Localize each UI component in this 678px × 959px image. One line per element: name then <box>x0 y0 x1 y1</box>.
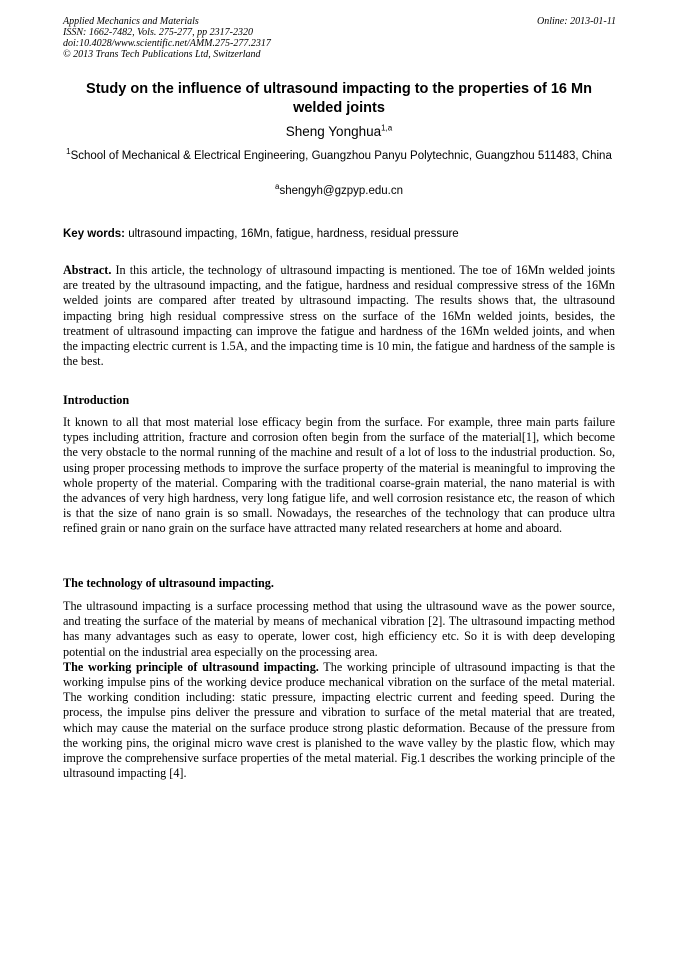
abstract-text: In this article, the technology of ultrasound impacting is mentioned. The toe of 16Mn welded joints are treated by the ultrasound impacting, and the fatigue, hardness and residual compressive stress of the 16Mn welded joints are compared after treated by ultrasound impacting. The results shows that, the ultrasound impacting bring high residual compressive stress on the surface of the 16Mn welded joints, besides, the treatment of ultrasound impacting can improve the fatigue and hardness of the 16Mn welded joints, and when the impacting electric current is 1.5A, and the impacting time is 10 min, the fatigue and hardness of the sample is the best. <box>63 263 616 369</box>
issn-line: ISSN: 1662-7482, Vols. 275-277, pp 2317-2320 <box>63 27 253 38</box>
affiliation-text: School of Mechanical & Electrical Engineering, Guangzhou Panyu Polytechnic, Guangzhou 511483, China <box>70 150 612 162</box>
introduction-heading: Introduction <box>63 393 130 407</box>
keywords-label: Key words: <box>63 228 125 240</box>
abstract-label: Abstract. <box>63 263 112 277</box>
journal-name: Applied Mechanics and Materials <box>63 16 199 27</box>
abstract-paragraph <box>63 263 615 369</box>
online-date: Online: 2013-01-11 <box>537 16 616 27</box>
email-line <box>63 184 615 199</box>
author-superscript: 1,a <box>381 123 393 133</box>
keywords <box>63 227 615 242</box>
author-name: Sheng Yonghua <box>285 124 382 139</box>
paper-title: Study on the influence of ultrasound impacting to the properties of 16 Mn welded joints <box>86 81 592 116</box>
copyright-line: © 2013 Trans Tech Publications Ltd, Switzerland <box>63 49 261 60</box>
working-principle-label: The working principle of ultrasound impacting. <box>63 659 319 674</box>
email-address: shengyh@gzpyp.edu.cn <box>279 185 404 197</box>
journal-header <box>63 16 271 60</box>
technology-paragraph: The ultrasound impacting is a surface processing method that using the ultrasound wave as the power source, and treating the surface of the material by means of mechanical vibration [2]. The ultrasound impacting method has many advantages such as easy to operate, lower cost, high efficiency etc. So it is with deep developing potential on the industrial area especially on the processing area. <box>63 599 615 659</box>
working-principle-text: The working principle of ultrasound impacting is that the working impulse pins of the working device produce mechanical vibration on the surface of the metal material. The working condition including: static pressure, impacting electric current and feeding speed. During the process, the impulse pins deliver the pressure and vibration to surface of the metal material that are treated, which may cause the material on the surface produce strong plastic deformation. Because of the pressure from the working pins, the original micro wave crest is planished to the wave valley by the plastic flow, which may improve the comprehensive surface properties of the metal material. Fig.1 describes the working principle of the ultrasound impacting [4]. <box>63 659 615 781</box>
keywords-text: ultrasound impacting, 16Mn, fatigue, hardness, residual pressure <box>125 228 459 240</box>
email-superscript: a <box>274 182 280 192</box>
working-principle-paragraph <box>63 660 615 782</box>
author-line <box>63 123 615 140</box>
affiliation <box>63 149 615 164</box>
technology-heading: The technology of ultrasound impacting. <box>63 576 274 590</box>
introduction-paragraph: It known to all that most material lose efficacy begin from the surface. For example, three main parts failure types including attrition, fracture and corrosion often begin from the surface of the material[1], which become the very obstacle to the normal running of the machine and result of a lot of loss to the industrial production. So, using proper processing methods to improve the surface property of the material is meaningful to improving the whole property of the material. Comparing with the traditional coarse-grain material, the nano material is with the advances of very high hardness, very long fatigue life, and well corrosion resistance etc, the reason of which is that the size of nano grain is so small. Nowadays, the researches of the technology that can produce ultra refined grain or nano grain on the surface have attracted many related researchers at home and aboard. <box>63 415 615 536</box>
technology-section <box>63 599 615 781</box>
doi-line: doi:10.4028/www.scientific.net/AMM.275-277.2317 <box>63 38 271 49</box>
affiliation-superscript: 1 <box>66 147 71 157</box>
